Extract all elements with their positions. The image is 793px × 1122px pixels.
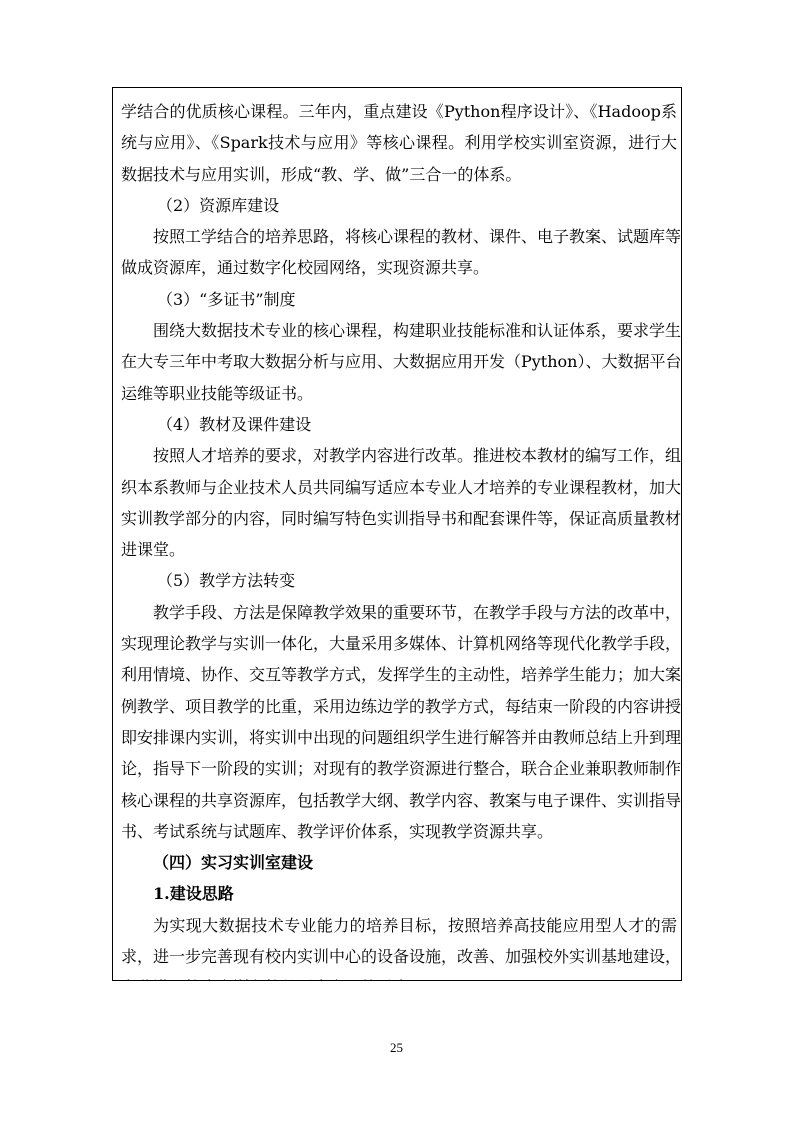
text-line: 核心课程的共享资源库，包括教学大纲、教学内容、教案与电子课件、实训指导 <box>121 790 682 810</box>
text-line: 做成资源库，通过数字化校园网络，实现资源共享。 <box>121 258 490 278</box>
text-line: 数据技术与应用实训，形成“教、学、做”三合一的体系。 <box>121 164 522 184</box>
text-line: 学结合的优质核心课程。三年内，重点建设《Python程序设计》、《Hadoop系 <box>121 102 677 121</box>
text-line: 在大专三年中考取大数据分析与应用、大数据应用开发（Python）、大数据平台 <box>121 352 682 372</box>
subsection-title: （5）教学方法转变 <box>157 571 296 591</box>
text-line: 论，指导下一阶段的实训；对现有的教学资源进行整合，联合企业兼职教师制作 <box>121 759 682 779</box>
document-table-frame <box>112 87 682 981</box>
section-heading: 1.建设思路 <box>153 884 234 904</box>
text-line: 利用情境、协作、交互等教学方式，发挥学生的主动性，培养学生能力；加大案 <box>121 665 682 685</box>
text-line: 例教学、项目教学的比重，采用边练边学的教学方式，每结束一阶段的内容讲授 <box>121 696 682 716</box>
text-line: 围绕大数据技术专业的核心课程，构建职业技能标准和认证体系，要求学生 <box>153 321 682 341</box>
text-line: 为实现大数据技术专业能力的培养目标，按照培养高技能应用型人才的需 <box>153 915 677 935</box>
text-line: 书、考试系统与试题库、教学评价体系，实现教学资源共享。 <box>121 821 554 841</box>
text-line: 按照工学结合的培养思路，将核心课程的教材、课件、电子教案、试题库等 <box>153 227 682 247</box>
text-line: 即安排课内实训，将实训中出现的问题组织学生进行解答并由教师总结上升到理 <box>121 727 682 747</box>
text-line: 统与应用》、《Spark技术与应用》等核心课程。利用学校实训室资源，进行大 <box>121 133 677 153</box>
text-line: 运维等职业技能等级证书。 <box>121 383 314 403</box>
subsection-title: （3）“多证书”制度 <box>157 289 296 309</box>
page-number: 25 <box>390 1040 403 1055</box>
text-line: 求，进一步完善现有校内实训中心的设备设施，改善、加强校外实训基地建设， <box>121 947 682 967</box>
text-line <box>121 972 677 981</box>
text-line: 进课堂。 <box>121 540 186 560</box>
text-line: 按照人才培养的要求，对教学内容进行改革。推进校本教材的编写工作，组 <box>153 446 682 466</box>
section-heading: （四）实习实训室建设 <box>153 853 314 873</box>
subsection-title: （4）教材及课件建设 <box>157 414 312 434</box>
text-line: 教学手段、方法是保障教学效果的重要环节，在教学手段与方法的改革中， <box>153 602 682 622</box>
subsection-title: （2）资源库建设 <box>157 195 280 215</box>
text-line: 织本系教师与企业技术人员共同编写适应本专业人才培养的专业课程教材，加大 <box>121 477 682 497</box>
text-line: 实现理论教学与实训一体化，大量采用多媒体、计算机网络等现代化教学手段， <box>121 634 682 654</box>
text-line: 实训教学部分的内容，同时编写特色实训指导书和配套课件等，保证高质量教材 <box>121 508 682 528</box>
document-body <box>121 96 682 981</box>
